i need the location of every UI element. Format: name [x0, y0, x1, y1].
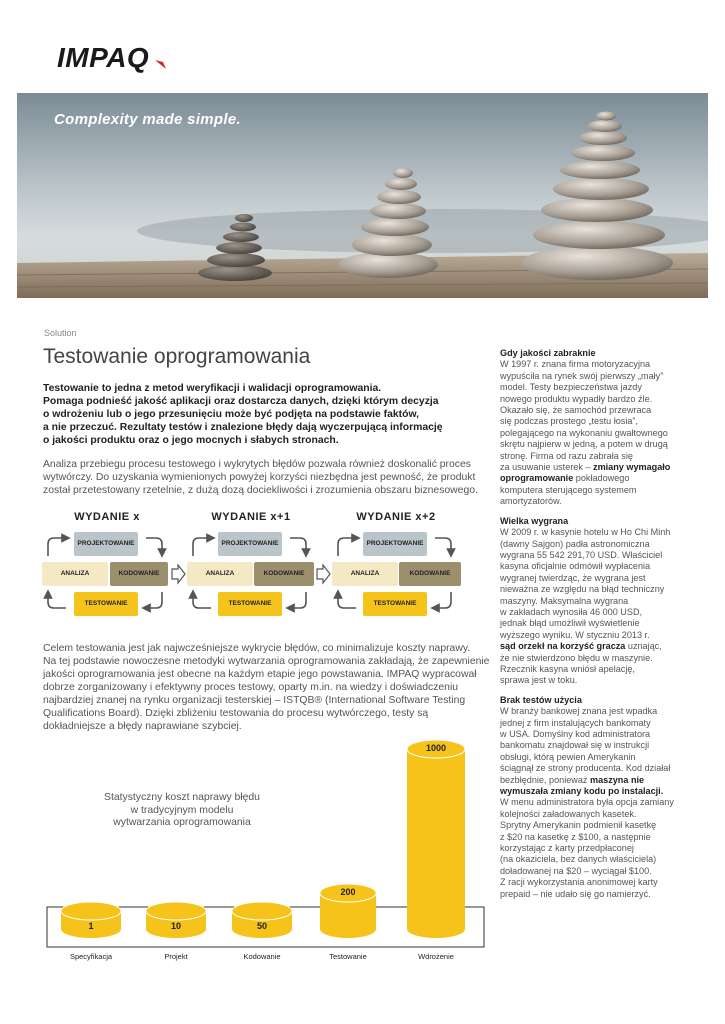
- sidebar-line: Okazało się, że samochód przewraca: [500, 405, 652, 416]
- sidebar-line: z $20 na kasetkę z $100, a następnie: [500, 831, 651, 842]
- sidebar-line: nieważna ze względu na błąd techniczny: [500, 584, 665, 595]
- sidebar-line: jednak błąd umożliwił wyświetlenie: [500, 618, 640, 629]
- sidebar-line: wypuściła na rynek swój pierwszy „mały”: [500, 370, 664, 381]
- bar-cap: [146, 902, 206, 920]
- paragraph-line: Na tej podstawie nowoczesne metodyki wytwarzania oprogramowania zakładają, że zapewnienie: [43, 656, 490, 667]
- sidebar-line: W 1997 r. znana firma motoryzacyjna: [500, 359, 651, 370]
- box-testing: TESTOWANIE: [363, 592, 427, 616]
- sidebar-heading: Wielka wygrana: [500, 515, 569, 526]
- box-analysis: ANALIZA: [42, 562, 108, 586]
- box-design: PROJEKTOWANIE: [218, 532, 282, 556]
- page-title: Testowanie oprogramowania: [43, 345, 311, 368]
- sidebar-line: prepaid – nie udało się go namierzyć.: [500, 888, 651, 899]
- paragraph-line: dobrze zorganizowany i efektywny proces testowy, oparty m.in. na wiedzy i doświadczeniu: [43, 682, 459, 693]
- chart-title-line: wytwarzania oprogramowania: [113, 817, 251, 828]
- x-axis-label: Wdrożenie: [418, 952, 454, 961]
- chart-title-line: w tradycyjnym modelu: [130, 804, 234, 816]
- box-coding: KODOWANIE: [399, 562, 461, 586]
- sidebar-line: bankomatu znajdował się w instrukcji: [500, 740, 650, 751]
- sidebar-heading: Brak testów użycia: [500, 694, 582, 705]
- sidebar-line: w USA. Domyślny kod administratora: [500, 729, 651, 739]
- box-coding: KODOWANIE: [254, 562, 314, 586]
- box-coding: KODOWANIE: [110, 562, 168, 586]
- box-design: PROJEKTOWANIE: [74, 532, 138, 556]
- sidebar-line: wygrana 55 542 291,70 USD. Właściciel: [500, 549, 663, 560]
- lead-line: o wdrożeniu lub o jego przesunięciu może być podjęta na podstawie faktów,: [43, 409, 420, 420]
- sidebar-line: nowego produktu wypadły bardzo źle.: [500, 393, 653, 404]
- sidebar-line: doładowanej na $20 – wyciągał $100.: [500, 865, 652, 876]
- sidebar-line: bezbłędnie, ponieważ maszyna nie: [500, 774, 645, 785]
- x-axis-label: Projekt: [164, 952, 188, 961]
- sidebar-line: W branży bankowej znana jest wpadka: [500, 706, 658, 717]
- lead-line: Pomaga podnieść jakość aplikacji oraz dostarcza danych, dzięki którym decyzja: [43, 396, 439, 407]
- sidebar-line: wymuszała zmiany kodu po instalacji.: [500, 786, 664, 797]
- sidebar-line: Rzecznik kasyna wniósł apelację,: [500, 663, 635, 674]
- sidebar-line: W 2009 r. w kasynie hotelu w Ho Chi Minh: [500, 527, 671, 538]
- sidebar-line: w zakładach wynosiła 46 000 USD,: [500, 606, 643, 617]
- sidebar-line: wyższego wyniku. W styczniu 2013 r.: [500, 629, 650, 640]
- paragraph-line: Analiza przebiegu procesu testowego i wykrytych błędów pozwala również doskonalić proces: [43, 459, 471, 470]
- sidebar-line: maszyny. Maksymalna wygrana: [500, 595, 629, 606]
- sidebar-case-studies: [500, 348, 700, 900]
- sidebar-line: się podczas prostego „testu łosia”,: [500, 416, 638, 427]
- sidebar-line: jednej z firm instalujących bankomaty: [500, 717, 651, 728]
- sidebar-line: (dawny Sajgon) padła astronomiczna: [500, 538, 650, 549]
- sidebar-line: korzystając z karty przedpłaconej: [500, 843, 634, 854]
- cycle-title: WYDANIE x+2: [356, 511, 436, 523]
- box-testing: TESTOWANIE: [218, 592, 282, 616]
- sidebar-line: że nie stwierdzono błędu w maszynie.: [500, 652, 653, 663]
- sidebar-line: amortyzatorów.: [500, 496, 562, 507]
- sidebar-line: oprogramowanie pokładowego: [500, 473, 630, 484]
- sidebar-line: polegającego na wykonaniu gwałtownego: [500, 427, 668, 438]
- paragraph-line: jakości oprogramowania jest obecne na każdym etapie jego powstawania. IMPAQ wypracował: [43, 669, 477, 680]
- box-analysis: ANALIZA: [332, 562, 398, 586]
- bar-wdrożenie: [407, 749, 465, 938]
- paragraph-line: został przetestowany rzetelnie, z dużą dozą dociekliwości i zrozumienia obszaru biznesowego.: [43, 485, 478, 496]
- bar-cap: [232, 902, 292, 920]
- paragraph-line: najbardziej znanej na rynku organizacji testerskiej – ISTQB® (International Software Testing: [43, 695, 466, 706]
- sidebar-line: ściągnął ze strony producenta. Kod działał: [500, 763, 671, 774]
- paragraph-line: Qualifications Board). Dzięki zbliżeniu testowania do procesu wytwórczego, testy są: [43, 708, 429, 719]
- lead-line: a nie przeczuć. Rezultaty testów i znalezione błędy dają wyczerpującą informację: [43, 422, 443, 433]
- sidebar-line: W menu administratora była opcja zamiany: [500, 797, 674, 808]
- sidebar-line: obsługi, którą pewien Amerykanin: [500, 751, 636, 762]
- section-label: Solution: [44, 328, 77, 338]
- sidebar-line: za usuwanie usterek – zmiany wymagało: [500, 462, 671, 473]
- sidebar-line: komputera sterującego systemem: [500, 484, 637, 495]
- bar-value-label: 1: [88, 921, 94, 931]
- bar-value-label: 50: [256, 921, 267, 931]
- sidebar-line: Sprytny Amerykanin podmienił kasetkę: [500, 820, 657, 831]
- sidebar-line: model. Testy bezpieczeństwa jazdy: [500, 382, 642, 393]
- paragraph-line: Celem testowania jest jak najwcześniejsze wykrycie błędów, co minimalizuje koszty naprawy.: [43, 643, 471, 654]
- paragraph-line: dokładniejsze a błędy naprawiane szybciej.: [43, 721, 242, 732]
- x-axis-label: Kodowanie: [243, 952, 281, 961]
- bar-value-label: 10: [170, 921, 181, 931]
- x-axis-label: Specyfikacja: [69, 952, 113, 961]
- bar-cap: [61, 902, 121, 920]
- box-testing: TESTOWANIE: [74, 592, 138, 616]
- lead-line: Testowanie to jedna z metod weryfikacji i walidacji oprogramowania.: [43, 383, 382, 394]
- sidebar-line: stronę. Firma od razu zabrała się: [500, 450, 633, 461]
- sidebar-line: Z racji wykorzystania anonimowej karty: [500, 877, 658, 888]
- x-axis-label: Testowanie: [329, 952, 367, 961]
- sidebar-line: kasyna oficjalnie odmówił wypłacenia: [500, 561, 651, 572]
- chart-title-line: Statystyczny koszt naprawy błędu: [104, 792, 260, 803]
- sidebar-line: sprawa jest w toku.: [500, 675, 578, 686]
- sidebar-heading: Gdy jakości zabraknie: [500, 348, 596, 358]
- box-analysis: ANALIZA: [187, 562, 253, 586]
- hero-tagline: Complexity made simple.: [54, 111, 241, 128]
- paragraph-line: wytwórczy. Do uzyskania wymienionych powyżej korzyści niezbędna jest pewność, że produkt: [43, 472, 476, 483]
- sidebar-line: (na okaziciela, bez danych właściciela): [500, 854, 657, 865]
- sidebar-line: skrętu najpierw w jedną, a potem w drugą: [500, 439, 668, 450]
- cycle-title: WYDANIE x+1: [211, 511, 291, 523]
- lead-line: o jakości produktu oraz o jego mocnych i słabych stronach.: [43, 435, 339, 446]
- sidebar-line: wygranej twierdząc, że wygrana jest: [500, 572, 646, 583]
- bar-value-label: 200: [340, 887, 356, 897]
- bar-value-label: 1000: [425, 743, 447, 753]
- sidebar-line: kolejności załadowanych kasetek.: [500, 808, 637, 819]
- company-logo: IMPAQ: [57, 42, 150, 73]
- cycle-title: WYDANIE x: [74, 511, 140, 523]
- sidebar-line: sąd orzekł na korzyść gracza uznając,: [500, 641, 662, 652]
- box-design: PROJEKTOWANIE: [363, 532, 427, 556]
